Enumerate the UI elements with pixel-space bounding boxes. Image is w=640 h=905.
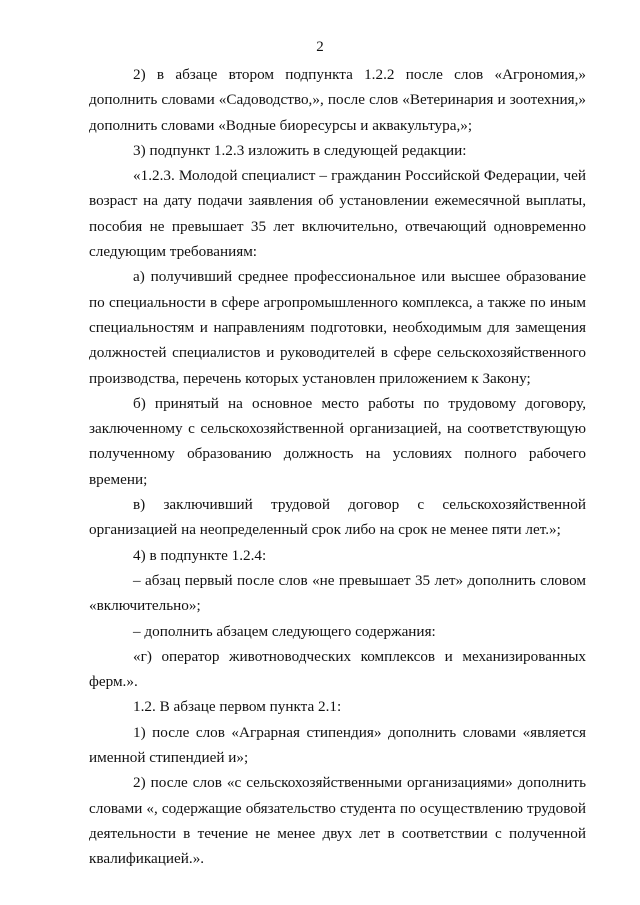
paragraph: 2) после слов «с сельскохозяйственными организациями» дополнить словами «, содержащие обязательство студента по осуществлению трудовой деятельности в течение не менее двух лет в соответствии с полученной квалификацией.». — [89, 774, 586, 868]
paragraph: б) принятый на основное место работы по трудовому договору, заключенному с сельскохозяйственной организацией, на соответствующую полученному образованию должность на условиях полного рабочего времени; — [89, 394, 586, 488]
paragraph: 1.2. В абзаце первом пункта 2.1: — [133, 698, 342, 716]
paragraph: – дополнить абзацем следующего содержания: — [133, 622, 436, 640]
paragraph: «г) оператор животноводческих комплексов и механизированных ферм.». — [89, 647, 586, 691]
document-body — [89, 62, 586, 872]
paragraph: а) получивший среднее профессиональное или высшее образование по специальности в сфере агропромышленного комплекса, а также по иным специальностям и направлениям подготовки, необходимым для замещения должностей специалистов и руководителей в сфере сельскохозяйственного производства, перечень которых установлен приложением к Закону; — [89, 268, 586, 387]
paragraph: в) заключивший трудовой договор с сельскохозяйственной организацией на неопределенный срок либо на срок не менее пяти лет.»; — [89, 496, 586, 539]
paragraph: 1) после слов «Аграрная стипендия» дополнить словами «является именной стипендией и»; — [89, 723, 586, 767]
paragraph: 3) подпункт 1.2.3 изложить в следующей редакции: — [133, 141, 467, 159]
paragraph: – абзац первый после слов «не превышает 35 лет» дополнить словом «включительно»; — [89, 571, 586, 615]
page-number: 2 — [316, 39, 324, 55]
paragraph: «1.2.3. Молодой специалист – гражданин Российской Федерации, чей возраст на дату подачи заявления об установлении ежемесячной выплаты, пособия не превышает 35 лет включительно, отвечающий одновременно следующим требованиям: — [89, 167, 586, 261]
paragraph: 4) в подпункте 1.2.4: — [133, 546, 267, 564]
paragraph: 2) в абзаце втором подпункта 1.2.2 после слов «Агрономия,» дополнить словами «Садоводство,», после слов «Ветеринария и зоотехния,» дополнить словами «Водные биоресурсы и аквакультура,»; — [89, 66, 586, 134]
